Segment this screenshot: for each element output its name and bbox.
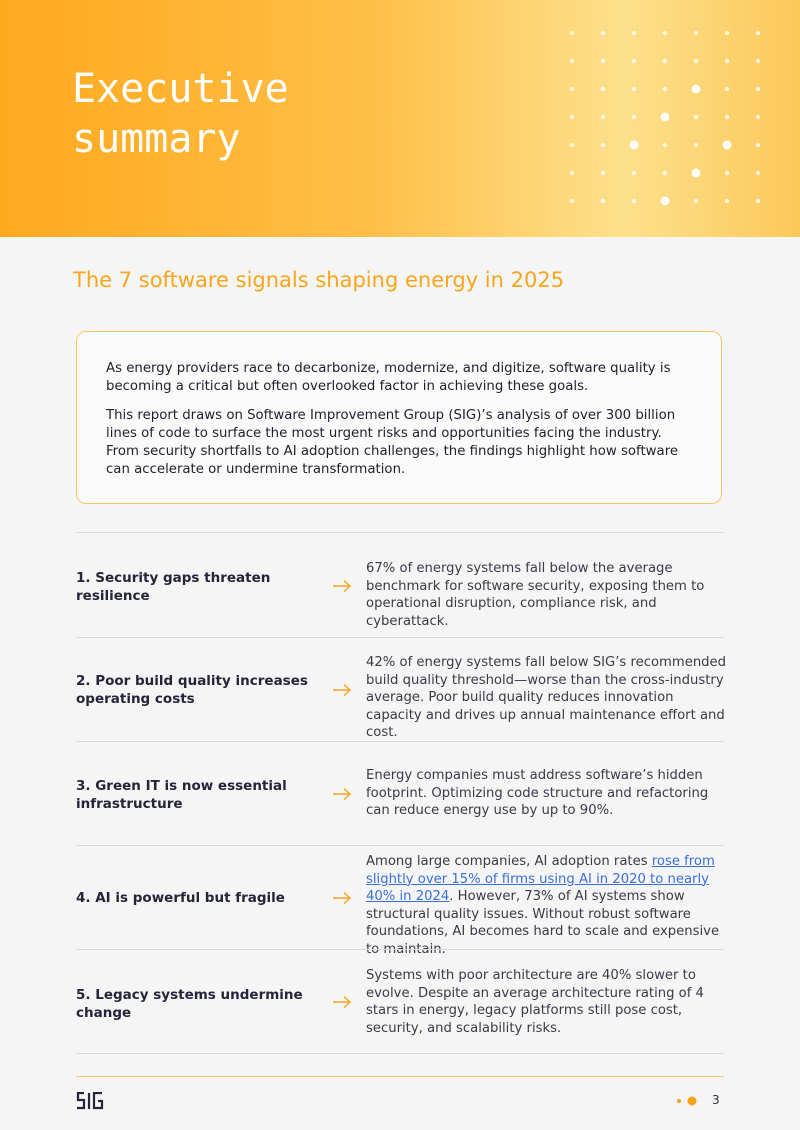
decorative-dot (601, 87, 605, 91)
decorative-dot (723, 141, 732, 150)
signals-list (76, 532, 727, 1054)
decorative-dot (601, 143, 605, 147)
signal-body: 67% of energy systems fall below the average benchmark for software security, exposing them to operational disruption, compliance risk, and cyberattack. (366, 561, 705, 629)
intro-callout-box (76, 331, 722, 504)
signal-title: 4. AI is powerful but fragile (76, 890, 285, 906)
signal-item-4 (76, 845, 724, 957)
signal-title: 5. Legacy systems undermine change (76, 987, 303, 1021)
signal-body (366, 853, 728, 958)
decorative-dot (570, 143, 574, 147)
decorative-dot (663, 143, 667, 147)
decorative-dot (663, 31, 667, 35)
decorative-dot (756, 31, 760, 35)
source-link[interactable]: rose from slightly over 15% of firms using AI in 2020 to nearly 40% in 2024 (366, 854, 715, 904)
decorative-dot (692, 85, 701, 94)
signal-item-2 (76, 637, 727, 741)
signal-item-3 (76, 741, 724, 845)
decorative-dot (570, 31, 574, 35)
decorative-dot (570, 59, 574, 63)
decorative-dot (725, 87, 729, 91)
arrow-right-icon (332, 579, 352, 593)
signal-body: 42% of energy systems fall below SIG’s recommended build quality threshold—worse than the cross-industry average. Poor build quality reduces innovation capacity and drives up annual maintenance effort and cost. (366, 655, 727, 740)
decorative-dot (694, 115, 698, 119)
decorative-dot (601, 115, 605, 119)
decorative-dot (570, 87, 574, 91)
decorative-dot (756, 143, 760, 147)
signal-body: Systems with poor architecture are 40% slower to evolve. Despite an average architecture rating of 4 stars in energy, legacy platforms still pose cost, security, and scalability risks. (366, 968, 704, 1036)
header-banner (0, 0, 800, 237)
signal-body-text: . However, 73% of AI systems show structural quality issues. Without robust software foundations, AI becomes hard to scale and expensive to maintain. (366, 889, 720, 957)
arrow-right-icon (332, 891, 352, 905)
decorative-dot (632, 87, 636, 91)
decorative-dot (601, 199, 605, 203)
sig-logo (76, 1092, 104, 1110)
decorative-dot (692, 169, 701, 178)
decorative-dot (756, 87, 760, 91)
page-number: 3 (712, 1093, 720, 1107)
decorative-dot (694, 199, 698, 203)
intro-paragraph-2: This report draws on Software Improvement Group (SIG)’s analysis of over 300 billion lines of code to surface the most urgent risks and opportunities facing the industry. From security shortfalls to AI adoption challenges, the findings highlight how software can accelerate or undermine transformation. (106, 408, 679, 477)
decorative-dot (663, 87, 667, 91)
decorative-dot (663, 59, 667, 63)
signal-title: 1. Security gaps threaten resilience (76, 570, 271, 604)
decorative-dot (632, 199, 636, 203)
signal-title: 2. Poor build quality increases operating costs (76, 673, 308, 707)
decorative-dot (694, 59, 698, 63)
decorative-dot (725, 31, 729, 35)
arrow-right-icon (332, 995, 352, 1009)
decorative-dot (694, 143, 698, 147)
decorative-dot (725, 59, 729, 63)
decorative-dot (601, 171, 605, 175)
decorative-dot (725, 115, 729, 119)
decorative-dot (570, 115, 574, 119)
decorative-dot (570, 199, 574, 203)
decorative-dot (601, 59, 605, 63)
decorative-dot (756, 199, 760, 203)
signal-title: 3. Green IT is now essential infrastructure (76, 778, 287, 812)
signal-body: Energy companies must address software’s hidden footprint. Optimizing code structure and refactoring can reduce energy use by up to 90%. (366, 768, 709, 818)
arrow-right-icon (332, 683, 352, 697)
decorative-dot (570, 171, 574, 175)
decorative-dot (630, 141, 639, 150)
decorative-dot (725, 199, 729, 203)
decorative-dot (694, 31, 698, 35)
footer-divider (76, 1076, 724, 1077)
decorative-dot (756, 115, 760, 119)
decorative-dot (661, 113, 670, 122)
decorative-dot (725, 171, 729, 175)
decorative-dot (601, 31, 605, 35)
section-subtitle: The 7 software signals shaping energy in 2025 (73, 268, 565, 292)
decorative-dot-grid (540, 0, 800, 237)
decorative-dot (632, 59, 636, 63)
signal-body-text: Among large companies, AI adoption rates (366, 854, 652, 869)
signal-item-5 (76, 949, 724, 1054)
decorative-dot (632, 115, 636, 119)
decorative-dot (756, 59, 760, 63)
intro-paragraph-1: As energy providers race to decarbonize, modernize, and digitize, software quality is becoming a critical but often overlooked factor in achieving these goals. (106, 361, 671, 394)
arrow-right-icon (332, 787, 352, 801)
signal-item-1 (76, 532, 724, 637)
page-title: Executive summary (72, 66, 289, 162)
decorative-dot (663, 171, 667, 175)
decorative-dot (632, 31, 636, 35)
decorative-dot (756, 171, 760, 175)
page-indicator-dots (676, 1095, 700, 1107)
decorative-dot (661, 197, 670, 206)
decorative-dot (632, 171, 636, 175)
